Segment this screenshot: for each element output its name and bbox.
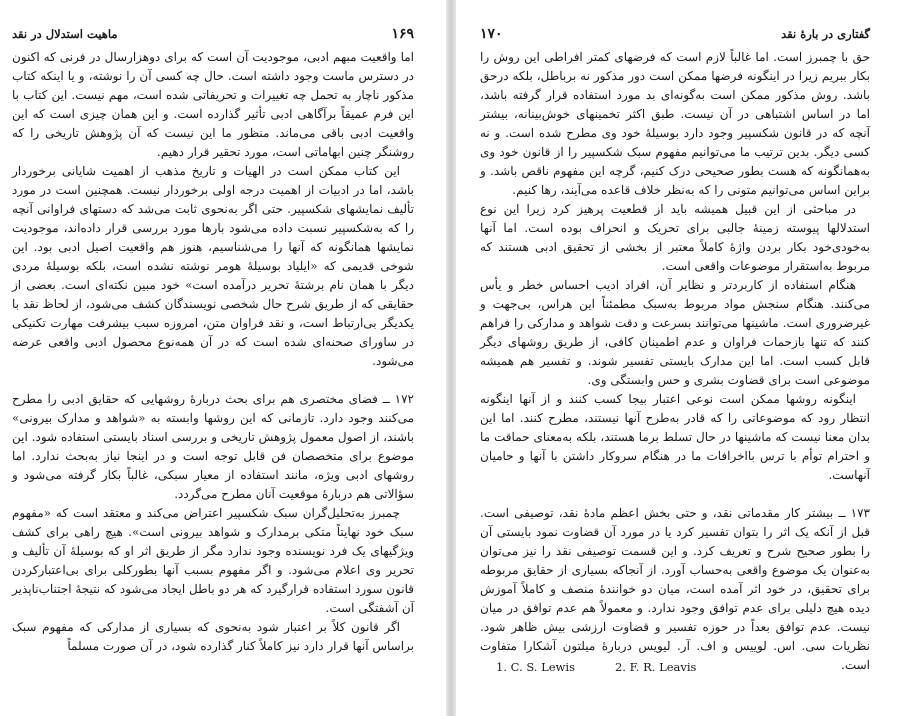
paragraph: ۱۷۳ ــ بیشتر کار مقدماتی نقد، و حتی بخش اعظم مادهٔ نقد، توصیفی است. قبل از آنکه یک اثر را بتوان تفسیر کرد یا در مورد آن قضاوت نمود بایستی آن را بطور صحیح شرح و تعریف کرد. و این قسمت توصیفی نقد را نیز می‌توان به‌عنوان یک موضوع واقعی به‌حساب آورد. از آنجاکه بسیاری از حقایق مربوطه برای تحقیق، در خود اثر آمده است، میان دو خوانندهٔ منصف و کاملاً آموزش دیده هیچ دلیلی برای عدم توافق وجود ندارد. و معمولاً هم عدم توافق در میان نیست. عدم توافق بعداً در حوزه تفسیر و قضاوت ارزشی بیش ظاهر شود. نظریات سی. اس. لوییس و اف. آر. لیویس دربارهٔ میلتون آشکارا متفاوت است.: [480, 506, 870, 672]
right-page: [456, 0, 900, 716]
page-body: [12, 48, 414, 656]
paragraph: هنگام استفاده از کاربردتر و نظایر آن، افراد ادیب احساس خطر و یأس می‌کنند. هنگام سنجش مواد مربوط به‌سبک مطمئناً این هراس، بی‌جهت و غیرضروری است. ماشینها می‌توانند بسرعت و دقت شواهد و مدارکی را فراهم کنند که تنها بازحمات فراوان و عدم اطمینان کافی، از طریق روشهای دیگر قابل کسب است. اما این مدارک بایستی تفسیر شوند. و تفسیر هم همیشه موضوعی است برای قضاوت بشری و حس وابستگی وی.: [480, 278, 870, 387]
page-body: [480, 48, 870, 675]
paragraph: حق با چمبرز است. اما غالباً لازم است که فرضهای کمتر افراطی این روش را بکار ببریم زیرا در اینگونه فرضها ممکن است دور مذکور نه برباطل، بلکه درحق باشد. روش مذکور ممکن است به‌گونه‌ای بد مورد استفاده قرار گرفته باشد، اما در اساس اشتباهی در آن نیست. طبق اکثر تخمینهای خوش‌بینانه، بیشتر آنچه که در قانون شکسپیر وجود دارد بوسیلهٔ خود وی مطرح شده است. و نه کسی دیگر. بدین ترتیب ما می‌توانیم مفهوم سبک شکسپیر را از قانون خود وی به‌همانگونه که هست بطور صحیحی درک کنیم، گرچه این مفهوم ناقص باشد. و براین اساس می‌توانیم متونی را که به‌نظر خلاف قاعده می‌آیند، رها کنیم.: [480, 50, 870, 197]
paragraph: اما واقعیت مبهم ادبی، موجودیت آن است که برای دوهزارسال در فرنی که اکنون در دسترس ماست وجود داشته است. حال چه کسی آن را نوشته، و یا اینکه کتاب مذکور ناچار به تحمل چه تغییرات و تحریفاتی شده است، مهم نیست. این کتاب با این فرم عمیقاً برآگاهی ادبی تأثیر گذارده است. و این همان چیزی است که این واقعیت ادبی باقی می‌ماند. منظور ما این نیست که آن پژوهش تاریخی را که روشنگر چنین ابهاماتی است، مورد تحقیر قرار دهیم.: [12, 50, 414, 159]
paragraph: اگر قانون کلاً بر اعتبار شود به‌نحوی که بسیاری از مدارکی که مفهوم سبک براساس آنها قرار دارد نیز کاملاً کنار گذارده شود، در آن صورت مسلماً: [12, 620, 414, 653]
footnote: 1. C. S. Lewis: [496, 660, 575, 674]
paragraph: این کتاب ممکن است در الهیات و تاریخ مذهب از اهمیت شایانی برخوردار باشد، اما در ادبیات از اهمیت درجه اولی برخوردار نیست. همچنین است در مورد تألیف نمایشهای شکسپیر. حتی اگر به‌نحوی ثابت می‌شد که دستهای فراوانی آنچه را که به‌شکسپیر نسبت داده می‌شود بارها مورد بررسی قرار داده‌اند، موجودیت نمایشها همانگونه که آنها را می‌شناسیم، هنوز هم واقعیت اصیل ادبی بود. این شوخی قدیمی که «ایلیاد بوسیلهٔ هومر نوشته نشده است، بلکه بوسیلهٔ مردی دیگر با همان نام برشتهٔ تحریر درآمده است» خود مبین نکته‌ای است. بعضی از حقایقی که از طریق شرح حال شخصی نویسندگان کشف می‌شود، از لحاظ نقد با یکدیگر بی‌ارتباط است، و نقد فراوان متن، امروزه سبب بیشرفت مهارت تکنیکی در ساورای صحنه‌ای شده است که در آن همه‌نوع محصول ادبی واقعی عرضه می‌شود.: [12, 164, 414, 368]
footnote: 2. F. R. Leavis: [614, 660, 697, 674]
left-page: [0, 0, 446, 716]
paragraph: چمبرز به‌تحلیل‌گران سبک شکسپیر اعتراض می‌کند و معتقد است که «مفهوم سبک خود نهایتاً متکی بر‌مدارک و شواهد بیرونی است». هیچ راهی برای کشف ویژگیهای یک فرد نویسنده وجود ندارد مگر از طریق اثر او که بوسیلهٔ آن تألیف و تحریر وی اعلام می‌شود. و اگر مفهوم بسبب آنها بطورکلی برای بی‌اعتبارکردن قانون سورد استفاده قرارگیرد که هر دو باطل ایجاد می‌شود که نتیجهٔ اجتناب‌ناپذیر آن آشفتگی است.: [12, 506, 414, 615]
book-gutter: [446, 0, 456, 716]
running-title: ماهیت استدلال در نقد: [12, 27, 118, 41]
paragraph: ۱۷۲ ــ فضای مختصری هم برای بحث دربارهٔ روشهایی که حقایق ادبی را مطرح می‌کنند وجود دارد. تازمانی که این روشها وابسته به «شواهد و مدارک بیرونی» باشند، از اصول معمول پژوهش تاریخی و بررسی اسناد بایستی استفاده شود. این موضوع برای متخصصان فن قابل توجه است و در اینجا نیاز به‌بحث ندارد. اما روشهای ادبی ویژه، مانند استفاده از معیار سبکی، غالباً بکار گرفته می‌شود و سؤالاتی هم دربارهٔ موقعیت آنان مطرح می‌گردد.: [12, 392, 414, 501]
running-title: گفتاری در بارهٔ نقد: [781, 27, 870, 41]
running-head: [12, 26, 414, 48]
paragraph: در مباحثی از این قبیل همیشه باید از قطعیت پرهیز کرد زیرا این نوع استدلالها پیوسته زمینهٔ جالبی برای تحریک و انحراف بوده است. اما آنها به‌خودی‌خود بکار بردن واژهٔ کاملاً معتبر از بخشی از تحقیق ادبی هستند که مربوط به‌استقرار موضوعات واقعی است.: [480, 202, 870, 273]
paragraph: اینگونه روشها ممکن است نوعی اعتبار بیجا کسب کنند و از آنها اینگونه انتظار رود که موضوعاتی را که قادر به‌طرح آنها نیستند، مطرح کنند. اما این بدان معنا نیست که ماشینها در حال تسلط برما هستند، بلکه به‌معنای حماقت ما و احترام توأم با ترس بااخرافات ما در هنگام سروکار داشتن با آنها و حامیان آنهاست.: [480, 392, 870, 482]
page-number: ۱۷۰: [480, 26, 503, 42]
running-head: [480, 26, 870, 48]
footnotes: [496, 660, 870, 674]
page-number: ۱۶۹: [391, 26, 414, 42]
